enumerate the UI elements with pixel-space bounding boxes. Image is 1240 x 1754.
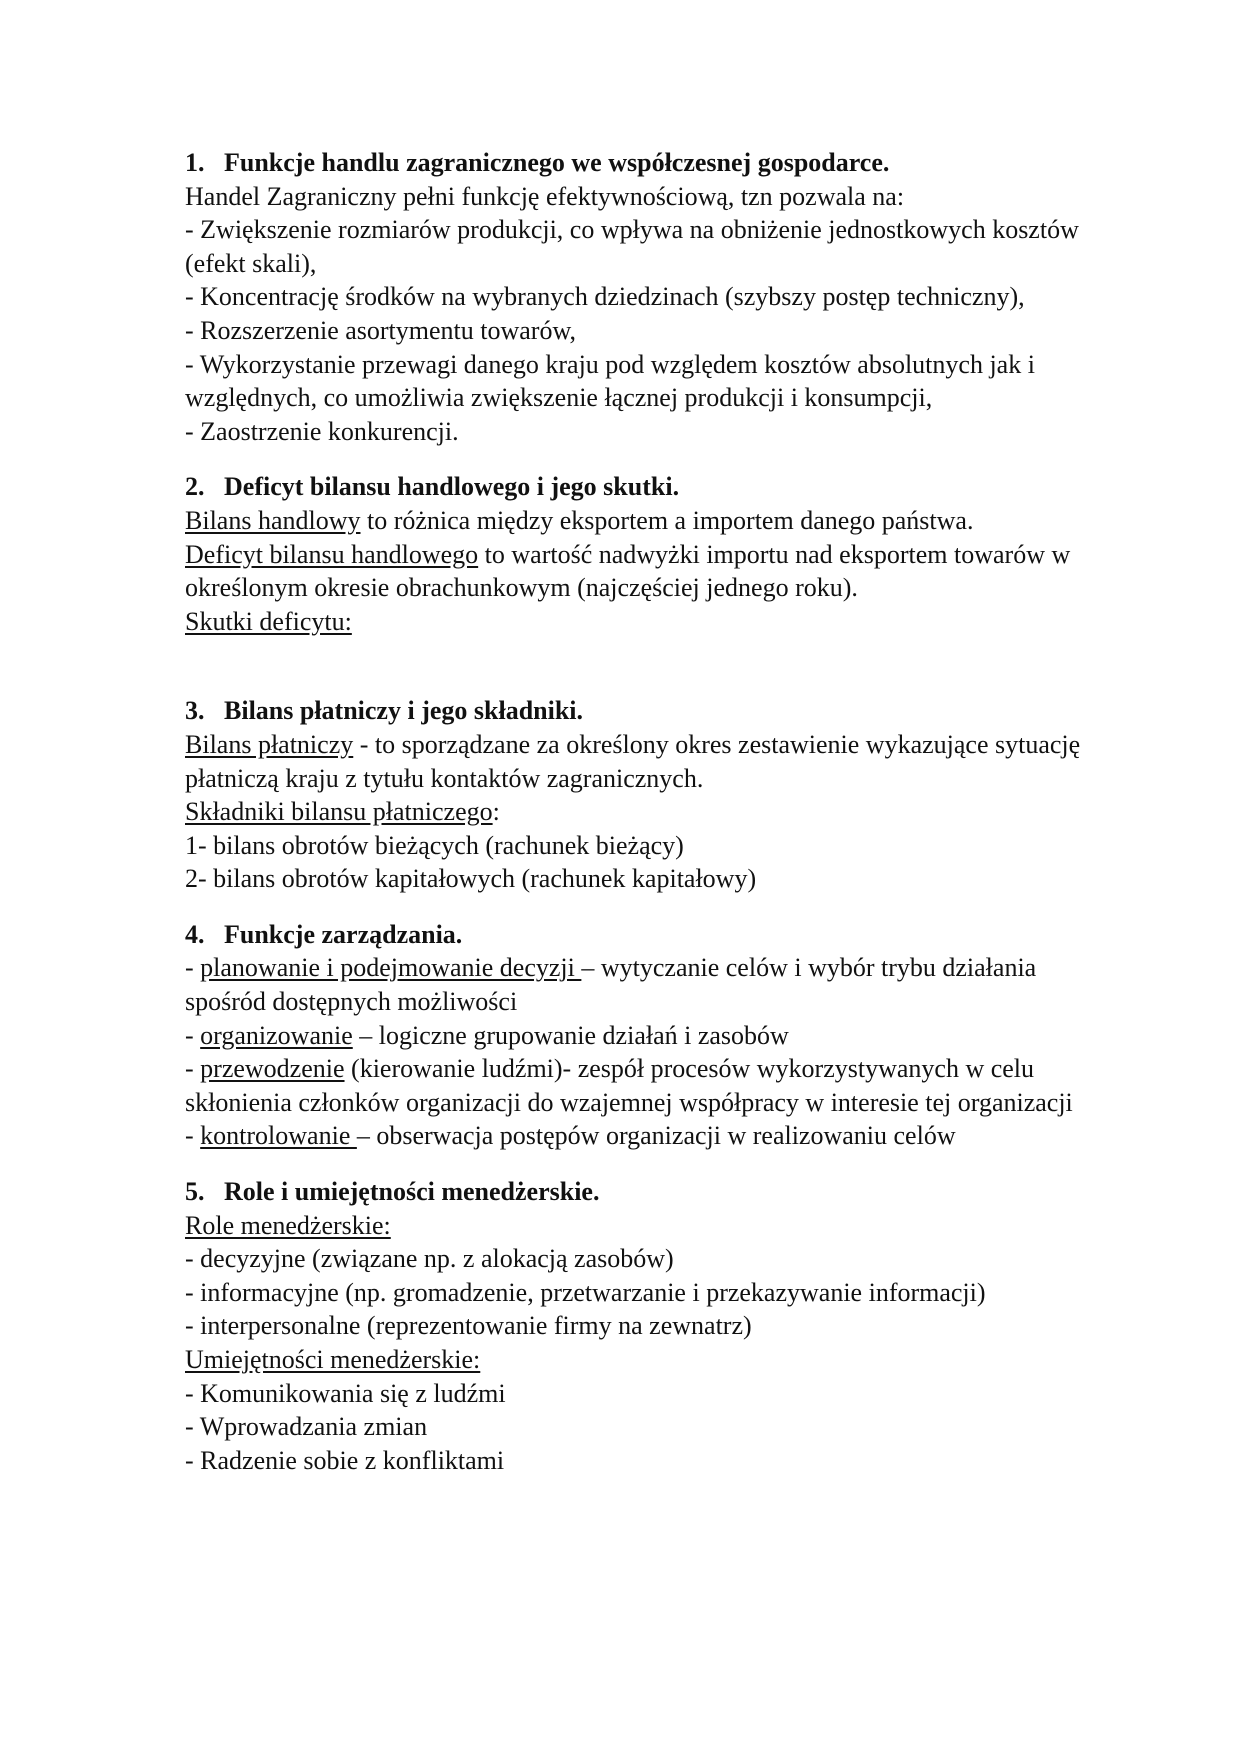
subsection-label (185, 1343, 1105, 1377)
subsection-label (185, 1209, 1105, 1243)
document-content (185, 146, 1105, 1477)
section-number: 1. (185, 148, 205, 177)
section-title: Funkcje handlu zagranicznego we współczesnej gospodarce. (224, 148, 890, 177)
section-title: Deficyt bilansu handlowego i jego skutki. (224, 472, 680, 502)
list-item: - interpersonalne (reprezentowanie firmy na zewnatrz) (185, 1311, 752, 1341)
list-item: - Zwiększenie rozmiarów produkcji, co wpływa na obniżenie jednostkowych kosztów (efekt skali), (185, 215, 1079, 278)
function-term: organizowanie (200, 1020, 353, 1050)
list-item: - Zaostrzenie konkurencji. (185, 416, 459, 446)
section-title: Bilans płatniczy i jego składniki. (224, 696, 584, 726)
list-item: - Koncentrację środków na wybranych dziedzinach (szybszy postęp techniczny), (185, 282, 1025, 312)
list-item (185, 951, 1105, 1018)
definition-text: - to sporządzane za określony okres zestawienie wykazujące sytuację płatniczą kraju z tytułu kontaktów zagranicznych. (185, 729, 1081, 793)
list-item: - Rozszerzenie asortymentu towarów, (185, 315, 577, 345)
section-number: 2. (185, 472, 205, 502)
section-heading (185, 146, 1105, 180)
section-2 (185, 470, 1105, 638)
section-number: 4. (185, 919, 205, 949)
list-item: - Komunikowania się z ludźmi (185, 1378, 506, 1408)
section-title: Funkcje zarządzania. (224, 919, 463, 949)
list-item: - Wykorzystanie przewagi danego kraju pod względem kosztów absolutnych jak i względnych, co umożliwia zwiększenie łącznej produkcji i konsumpcji, (185, 349, 1035, 413)
section-3 (185, 694, 1105, 896)
list-item (185, 1052, 1105, 1119)
section-title: Role i umiejętności menedżerskie. (224, 1177, 600, 1207)
list-item (185, 1019, 1105, 1053)
list-item: 2- bilans obrotów kapitałowych (rachunek kapitałowy) (185, 864, 757, 894)
list-item: - informacyjne (np. gromadzenie, przetwarzanie i przekazywanie informacji) (185, 1277, 986, 1307)
function-term: planowanie i podejmowanie decyzji (200, 953, 582, 983)
list-item: - Wprowadzania zmian (185, 1412, 428, 1442)
list-prefix: - (185, 953, 201, 983)
list-prefix: - (185, 1020, 201, 1050)
list-prefix: - (185, 1054, 201, 1084)
effects-label: Skutki deficytu: (185, 606, 352, 636)
function-text: – logiczne grupowanie działań i zasobów (352, 1020, 789, 1050)
list-item: - decyzyjne (związane np. z alokacją zasobów) (185, 1244, 674, 1274)
function-text: – obserwacja postępów organizacji w realizowaniu celów (356, 1121, 956, 1151)
definition-term: Bilans handlowy (185, 505, 361, 535)
components-colon: : (492, 797, 500, 827)
list-item: 1- bilans obrotów bieżących (rachunek bieżący) (185, 830, 684, 860)
section-number: 3. (185, 696, 205, 726)
definition (185, 538, 1105, 605)
subsection-label (185, 795, 1105, 829)
definition (185, 504, 1105, 538)
function-term: kontrolowanie (200, 1121, 357, 1151)
function-term: przewodzenie (200, 1054, 345, 1084)
definition-term: Bilans płatniczy (185, 729, 354, 759)
subsection-label (185, 605, 1105, 639)
definition-term: Deficyt bilansu handlowego (185, 539, 479, 569)
list-prefix: - (185, 1121, 201, 1151)
skills-label: Umiejętności menedżerskie: (185, 1345, 481, 1374)
function-text: (kierowanie ludźmi)- zespół procesów wykorzystywanych w celu skłonienia członków organizacji do wzajemnej współpracy w interesie tej organizacji (185, 1054, 1073, 1117)
section-intro: Handel Zagraniczny pełni funkcję efektywnościową, tzn pozwala na: (185, 181, 905, 211)
section-4 (185, 918, 1105, 1153)
definition-text: to wartość nadwyżki importu nad eksportem towarów w określonym okresie obrachunkowym (najczęściej jednego roku). (185, 539, 1071, 603)
function-text: – wytyczanie celów i wybór trybu działania spośród dostępnych możliwości (185, 953, 1037, 1017)
section-heading (185, 694, 1105, 728)
definition (185, 728, 1105, 795)
list-item: - Radzenie sobie z konfliktami (185, 1445, 505, 1475)
section-heading (185, 1175, 1105, 1209)
section-5 (185, 1175, 1105, 1477)
section-heading (185, 470, 1105, 504)
section-number: 5. (185, 1177, 205, 1207)
section-1 (185, 146, 1105, 448)
section-heading (185, 918, 1105, 952)
components-label: Składniki bilansu płatniczego (185, 797, 493, 827)
list-item (185, 1119, 1105, 1153)
definition-text: to różnica między eksportem a importem danego państwa. (360, 505, 974, 535)
roles-label: Role menedżerskie: (185, 1210, 391, 1240)
